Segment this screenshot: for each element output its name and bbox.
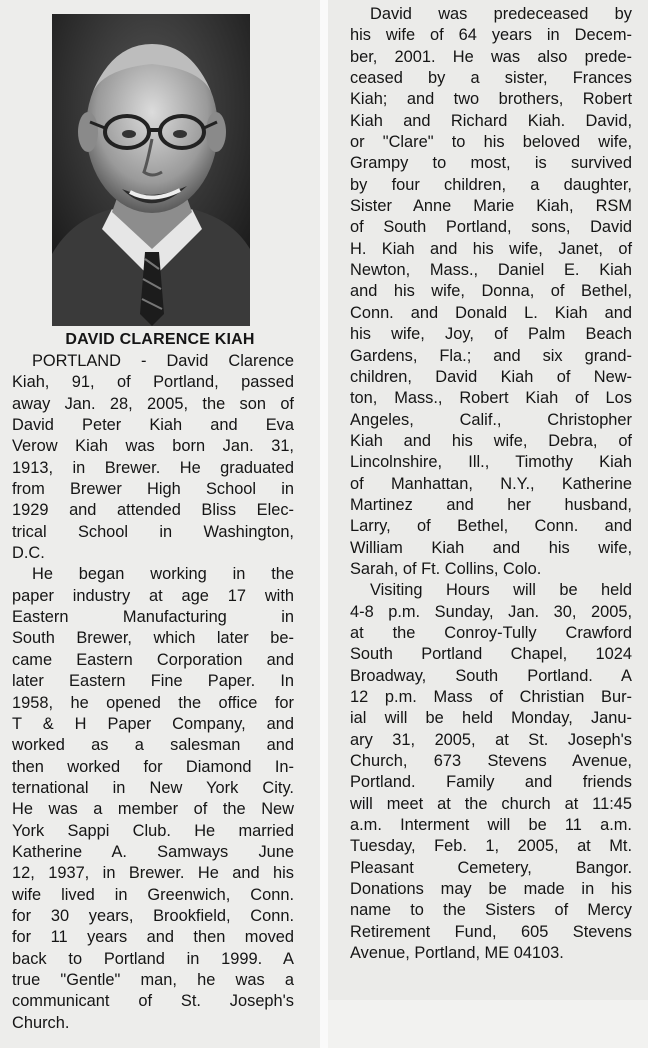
text-line: Avenue, Portland, ME 04103. <box>350 944 564 963</box>
text-line: Church. <box>12 1013 70 1032</box>
text-line: then worked for Diamond In- <box>12 757 294 776</box>
text-line: South Portland Chapel, 1024 <box>350 645 632 664</box>
text-line: worked as a salesman and <box>12 736 294 755</box>
text-line: 1929 and attended Bliss Elec- <box>12 501 294 520</box>
text-line: 12, 1937, in Brewer. He and his <box>12 864 294 883</box>
text-line: Broadway, South Portland. A <box>350 666 632 685</box>
text-line: Kiah and Richard Kiah. David, <box>350 111 632 130</box>
text-line: 12 p.m. Mass of Christian Bur- <box>350 688 632 706</box>
obituary-name: DAVID CLARENCE KIAH <box>65 331 255 348</box>
text-line: 4-8 p.m. Sunday, Jan. 30, 2005, <box>350 602 632 621</box>
text-line: T & H Paper Company, and <box>12 714 294 733</box>
text-line: Visiting Hours will be held <box>370 581 632 600</box>
text-line: PORTLAND - David Clarence <box>32 352 294 370</box>
portrait-photo <box>52 14 250 326</box>
text-line: Retirement Fund, 605 Stevens <box>350 922 632 941</box>
text-line: Kiah; and two brothers, Robert <box>350 90 632 109</box>
text-line: Eastern Manufacturing in <box>12 608 294 627</box>
text-line: name to the Sisters of Mercy <box>350 901 632 920</box>
text-line: a.m. Interment will be 11 a.m. <box>350 816 632 835</box>
text-line: Kiah, 91, of Portland, passed <box>12 373 294 392</box>
text-line: Sister Anne Marie Kiah, RSM <box>350 197 632 216</box>
text-line: York Sappi Club. He married <box>12 821 294 840</box>
text-line: David Peter Kiah and Eva <box>12 416 294 435</box>
text-line: 1958, he opened the office for <box>12 693 294 712</box>
text-line: Kiah and his wife, Debra, of <box>350 431 632 450</box>
column-gutter <box>320 0 328 1048</box>
text-line: later Eastern Fine Paper. In <box>12 672 294 691</box>
text-line: his wife of 64 years in Decem- <box>350 26 632 45</box>
text-line: ber, 2001. He was also prede- <box>350 47 632 66</box>
text-line: from Brewer High School in <box>12 480 294 499</box>
text-line: Larry, of Bethel, Conn. and <box>350 517 632 536</box>
text-line: Grampy to most, is survived <box>350 154 632 173</box>
text-line: for 11 years and then moved <box>12 928 294 947</box>
text-line: Lincolnshire, Ill., Timothy Kiah <box>350 453 632 472</box>
text-line: wife lived in Greenwich, Conn. <box>12 885 294 904</box>
text-line: Church, 673 Stevens Avenue, <box>350 752 632 771</box>
text-line: away Jan. 28, 2005, the son of <box>12 394 294 413</box>
text-line: for 30 years, Brookfield, Conn. <box>12 906 294 925</box>
text-line: ary 31, 2005, at St. Joseph's <box>350 730 632 749</box>
text-line: of Manhattan, N.Y., Katherine <box>350 474 632 493</box>
text-line: David was predeceased by <box>370 5 632 23</box>
text-line: Martinez and her husband, <box>350 495 632 514</box>
text-line: trical School in Washington, <box>12 522 294 541</box>
text-line: ial will be held Monday, Janu- <box>350 709 632 728</box>
text-line: Pleasant Cemetery, Bangor. <box>350 858 632 877</box>
text-line: Conn. and Donald L. Kiah and <box>350 303 632 322</box>
text-line: back to Portland in 1999. A <box>12 949 294 968</box>
text-line: Sarah, of Ft. Collins, Colo. <box>350 559 542 578</box>
text-line: children, David Kiah of New- <box>350 367 632 386</box>
obituary-left-text <box>12 351 294 1034</box>
text-line: Gardens, Fla.; and six grand- <box>350 346 632 365</box>
text-line: communicant of St. Joseph's <box>12 992 294 1011</box>
text-line: Newton, Mass., Daniel E. Kiah <box>350 261 632 280</box>
text-line: Verow Kiah was born Jan. 31, <box>12 437 294 456</box>
text-line: Donations may be made in his <box>350 880 632 899</box>
text-line: his wife, Joy, of Palm Beach <box>350 325 632 344</box>
text-line: true "Gentle" man, he was a <box>12 970 294 989</box>
text-line: William Kiah and his wife, <box>350 538 632 557</box>
text-line: Tuesday, Feb. 1, 2005, at Mt. <box>350 837 632 856</box>
text-line: of South Portland, sons, David <box>350 218 632 237</box>
text-line: at the Conroy-Tully Crawford <box>350 623 632 642</box>
text-line: Portland. Family and friends <box>350 773 632 792</box>
obituary-right-text <box>350 4 632 964</box>
text-line: Katherine A. Samways June <box>12 842 294 861</box>
text-line: paper industry at age 17 with <box>12 586 294 605</box>
text-line: by four children, a daughter, <box>350 175 632 194</box>
text-line: came Eastern Corporation and <box>12 650 294 669</box>
text-line: ceased by a sister, Frances <box>350 69 632 88</box>
text-line: ton, Mass., Robert Kiah of Los <box>350 389 632 408</box>
text-line: and his wife, Donna, of Bethel, <box>350 282 632 301</box>
text-line: H. Kiah and his wife, Janet, of <box>350 239 632 258</box>
text-line: D.C. <box>12 544 45 563</box>
text-line: South Brewer, which later be- <box>12 629 294 648</box>
text-line: He began working in the <box>32 565 294 584</box>
text-line: He was a member of the New <box>12 800 294 819</box>
text-line: or "Clare" to his beloved wife, <box>350 133 632 152</box>
text-line: 1913, in Brewer. He graduated <box>12 458 294 477</box>
text-line: ternational in New York City. <box>12 778 294 797</box>
text-line: Angeles, Calif., Christopher <box>350 410 632 429</box>
text-line: will meet at the church at 11:45 <box>350 794 632 813</box>
